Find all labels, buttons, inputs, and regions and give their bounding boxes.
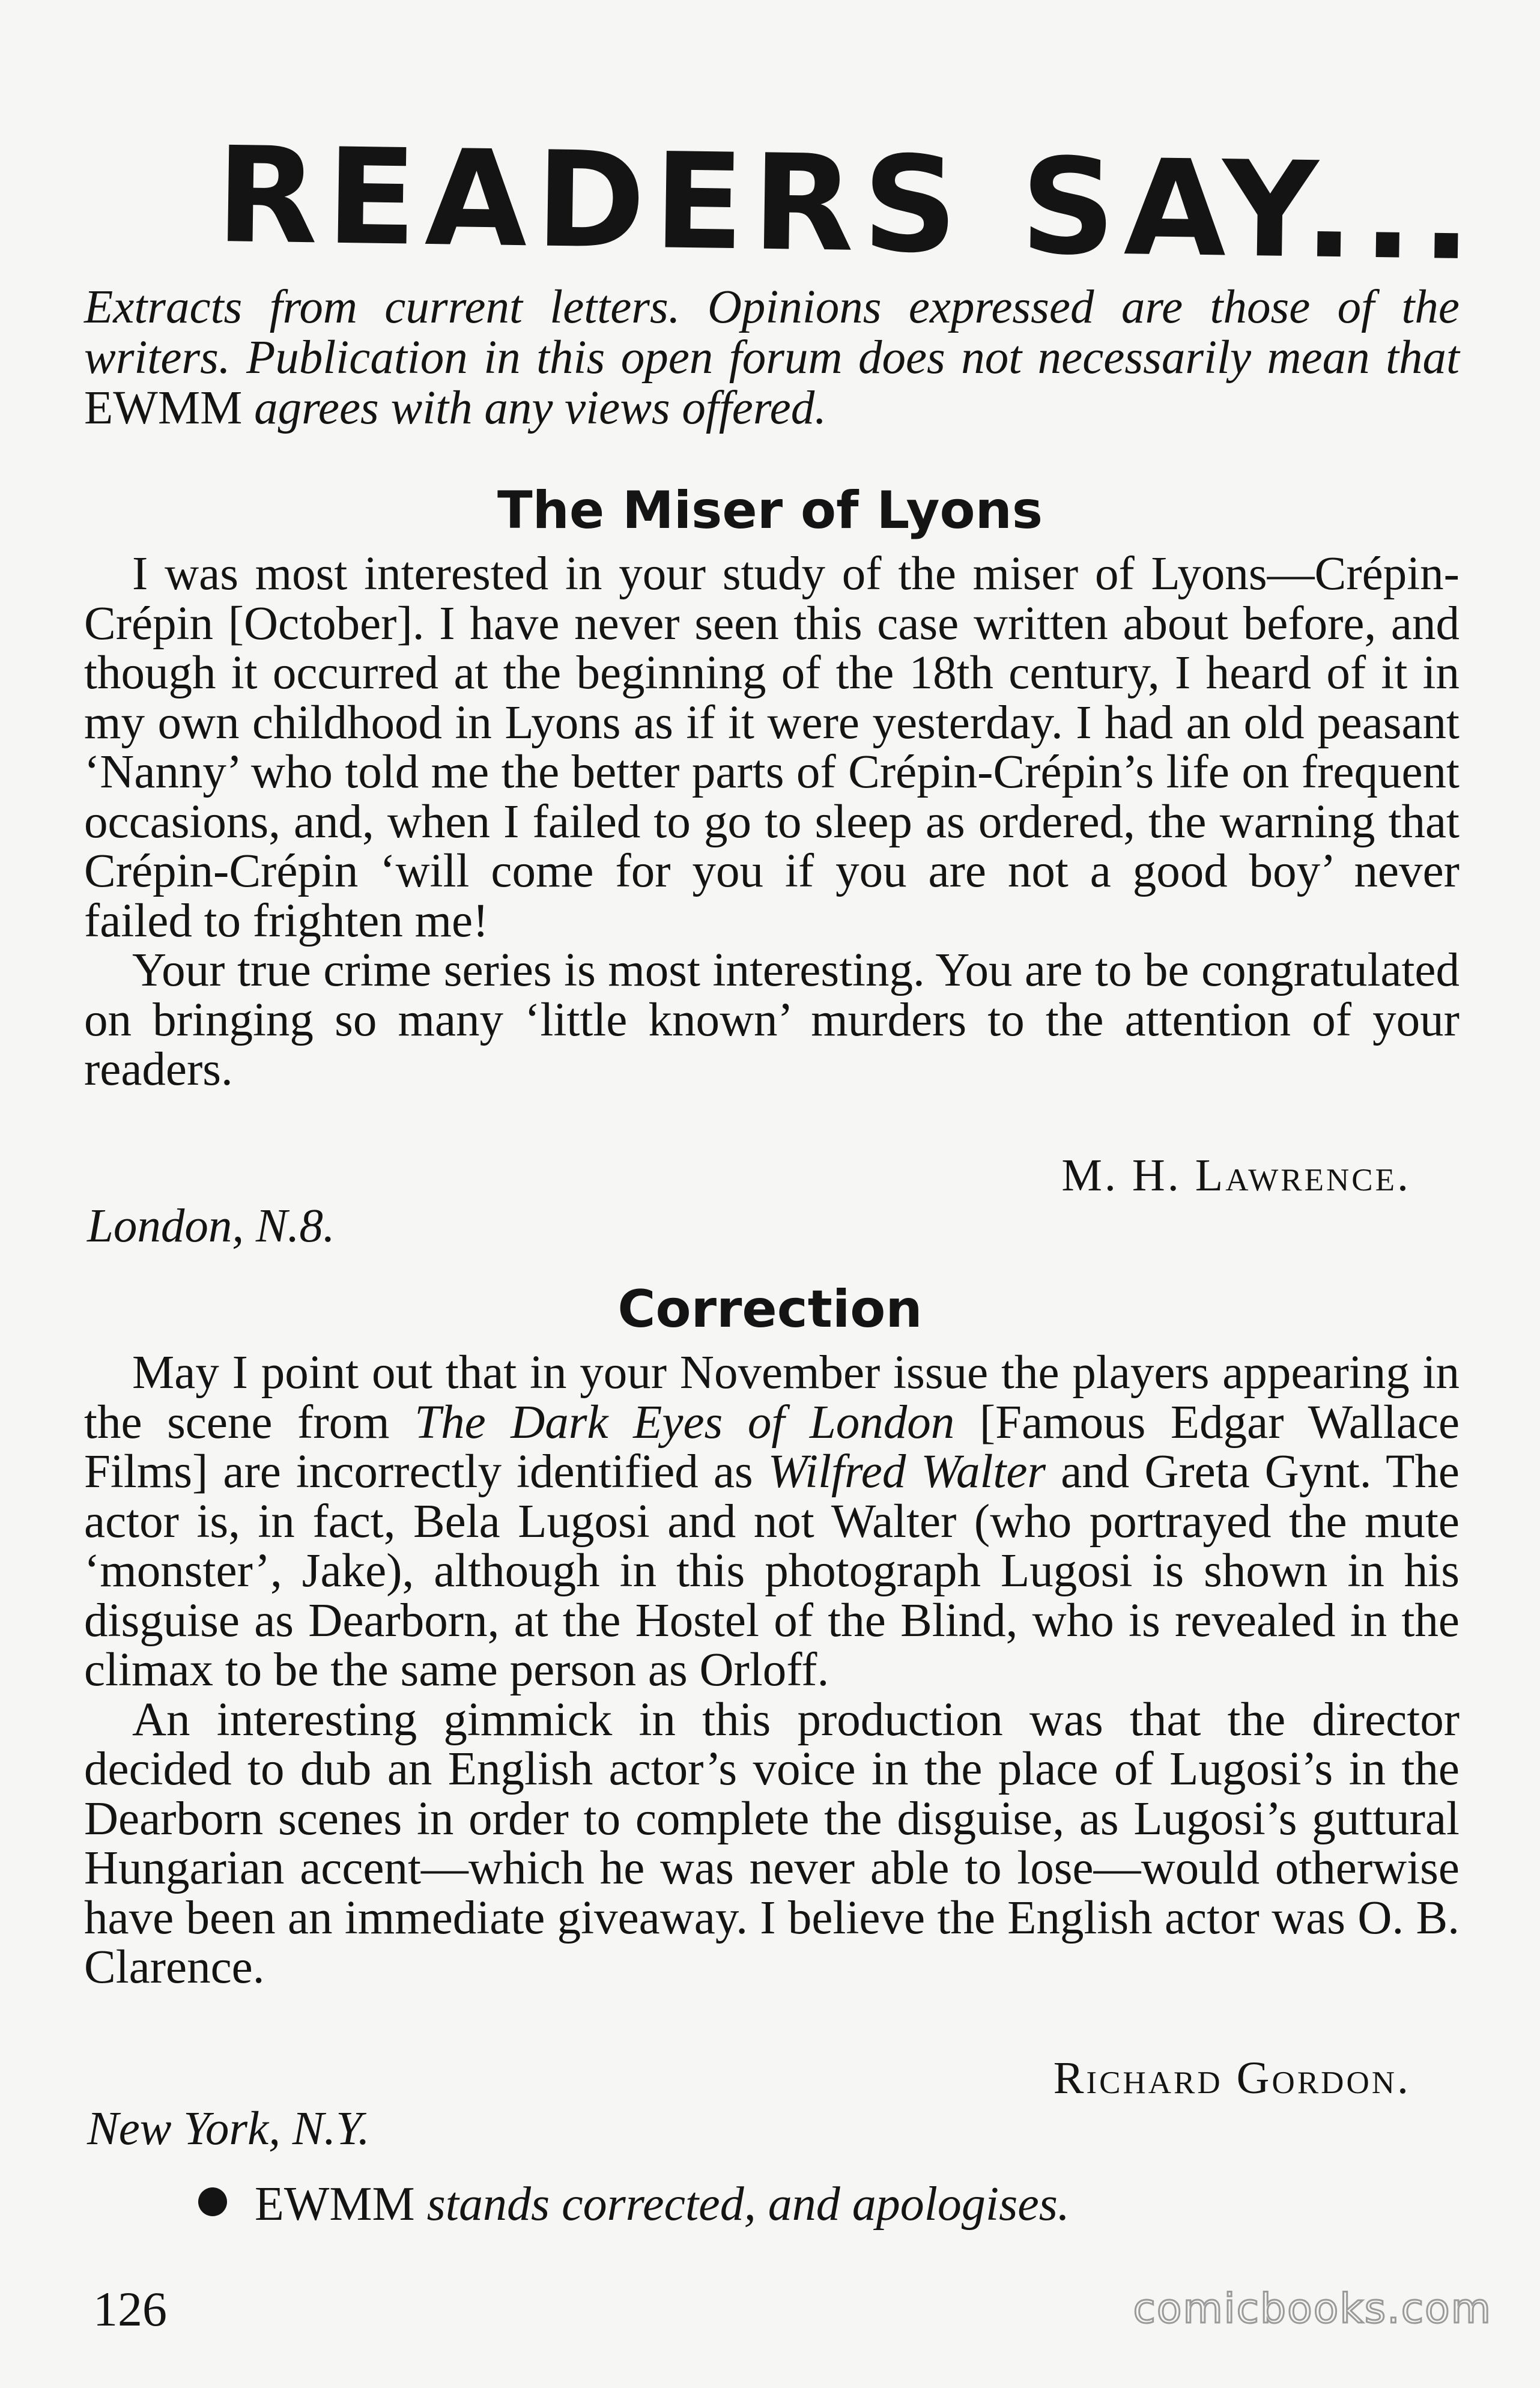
intro-note <box>84 282 1460 434</box>
watermark-logo: comicbooks.com <box>1133 2285 1492 2333</box>
letter-2-paragraph-1 <box>84 1348 1460 1696</box>
letter-1-heading: The Miser of Lyons <box>497 480 1043 541</box>
actor-name: Wilfred Walter <box>768 1446 1046 1498</box>
bullet-icon <box>198 2187 227 2216</box>
film-title: The Dark Eyes of London <box>414 1396 955 1449</box>
letter-2-location: New York, N.Y. <box>87 2103 370 2155</box>
letter-1-paragraph-1: I was most interested in your study of the miser of Lyons—Crépin-Crépin [October]. I have never seen this case written about before, and though it occurred at the beginning of the 18th century, I heard of it in my own childhood in Lyons as if it were yesterday. I had an old peasant ‘Nanny’ who told me the better parts of Crépin-Crépin’s life on frequent occasions, and, when I failed to go to sleep as ordered, the warning that Crépin-Crépin ‘will come for you if you are not a good boy’ never failed to frighten me! <box>84 548 1460 947</box>
letter-2-p1-text-a: May I point out that in your November issue the players appearing in the scene from <box>84 1347 1460 1449</box>
letter-1-location: London, N.8. <box>87 1200 335 1252</box>
letter-2-signature: Richard Gordon. <box>1053 2053 1411 2103</box>
letter-1-signature: M. H. Lawrence. <box>1061 1150 1411 1201</box>
letter-1-body <box>84 550 1460 1095</box>
page-number: 126 <box>93 2282 167 2336</box>
editor-note-text: stands corrected, and apologises. <box>426 2178 1070 2231</box>
letter-2-heading: Correction <box>617 1279 923 1339</box>
letter-1-paragraph-2: Your true crime series is most interesting. You are to be congratulated on bringing so many ‘little known’ murders to the attention of your readers. <box>84 944 1460 1096</box>
letter-2-paragraph-2: An interesting gimmick in this production was that the director decided to dub an English actor’s voice in the place of Lugosi’s in the Dearborn scenes in order to complete the disguise, as Lugosi’s guttural Hungarian accent—which he was never able to lose—would otherwise have been an immediate giveaway. I believe the English actor was O. B. Clarence. <box>84 1693 1460 1993</box>
letter-2-p1-text-c: and Greta Gynt. The actor is, in fact, Bela Lugosi and not Walter (who portrayed the mute ‘monster’, Jake), although in this photograph Lugosi is shown in his disguise as Dearborn, at the Hostel of the Blind, who is revealed in the climax to be the same person as Orloff. <box>84 1446 1460 1696</box>
intro-text-part1: Extracts from current letters. Opinions expressed are those of the writers. Publication in this open forum does not necessarily mean that <box>84 281 1460 384</box>
letter-2-p1-text-b: [Famous Edgar Wallace Films] are incorrectly identified as <box>84 1396 1460 1498</box>
intro-magazine-name: EWMM <box>84 382 243 434</box>
editor-note-magazine: EWMM <box>255 2178 415 2231</box>
intro-text-part2: agrees with any views offered. <box>254 382 826 434</box>
masthead-title: READERS SAY... <box>215 118 1482 290</box>
editor-note <box>198 2174 1399 2234</box>
letter-2-body <box>84 1348 1460 1993</box>
